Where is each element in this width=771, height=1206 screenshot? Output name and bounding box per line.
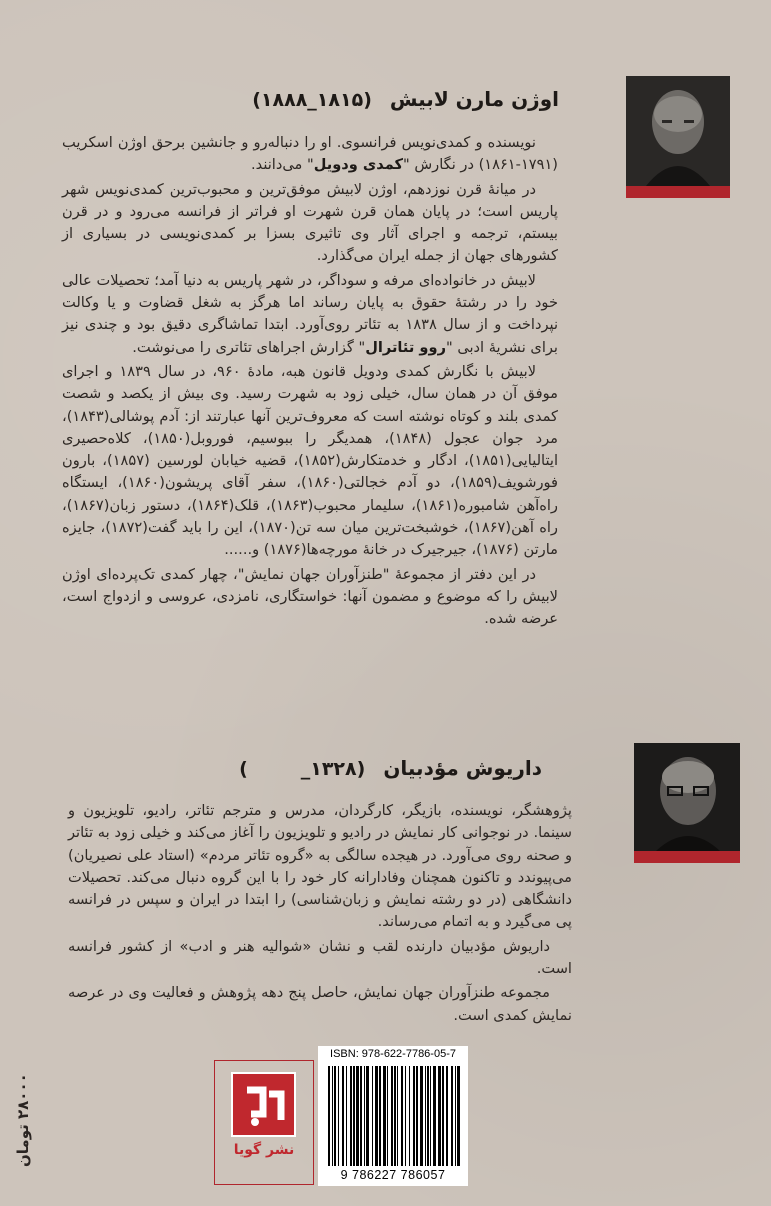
barcode-bar: [430, 1066, 431, 1166]
barcode-bar: [366, 1066, 369, 1166]
barcode-bar: [360, 1066, 362, 1166]
author2-paragraph: پژوهشگر، نویسنده، بازیگر، کارگردان، مدرس و مترجم تئاتر، رادیو، تلویزیون و سینما. در نوجوانی کار نمایش در رادیو و تلویزیون را آغاز می‌کند و خیلی زود به تئاتر و صحنه روی می‌آورد. در هیجده سالگی به «گروه تئاتر مردم» (استاد علی نصیریان) می‌پیوندد و تاکنون همچنان وفادارانه کار خود را با این گروه دنبال می‌کند. تحصیلات دانشگاهی (در دو رشته نمایش و زبان‌شناسی) را ابتدا در ایران و سپس در فرانسه پی می‌گیرد و به اتمام می‌رساند.: [68, 802, 572, 931]
barcode-bar: [334, 1066, 336, 1166]
barcode-bar: [409, 1066, 410, 1166]
barcode-bar: [457, 1066, 460, 1166]
barcode: [318, 1046, 468, 1186]
author1-bio: [62, 132, 558, 631]
barcode-bar: [405, 1066, 406, 1166]
barcode-bar: [342, 1066, 344, 1166]
barcode-bar: [433, 1066, 436, 1166]
barcode-bar: [416, 1066, 418, 1166]
barcode-bar: [455, 1066, 456, 1166]
barcode-bar: [397, 1066, 398, 1166]
barcode-bar: [379, 1066, 381, 1166]
author1-paragraph: لابیش در خانواده‌ای مرفه و سوداگر، در شهر پاریس به دنیا آمد؛ تحصیلات عالی خود را در رشتهٔ حقوق به پایان رساند اما هرگز به شغل قضاوت و یا وکالت نپرداخت و از سال ۱۸۳۸ به تئاتر روی‌آورد. ابتدا تماشاگری دقیق بود و چندی نیز برای نشریهٔ ادبی "روو تئاترال" گزارش اجراهای تئاتری را می‌نوشت.: [62, 271, 558, 356]
barcode-bar: [372, 1066, 373, 1166]
barcode-bar: [375, 1066, 378, 1166]
barcode-bar: [332, 1066, 333, 1166]
author2-photo: [634, 743, 740, 863]
author1-paragraph: در میانهٔ قرن نوزدهم، اوژن لابیش موفق‌ترین و محبوب‌ترین کمدی‌نویس شهر پاریس است؛ در پایان همان قرن شهرت او فراتر از فرانسه می‌رود و در قرن بیستم، ترجمه و اجرای آثار وی تاثیری بسزا بر کمدی‌نویسی در بسیاری از کشورهای جهان از جمله ایران می‌گذارد.: [62, 180, 558, 265]
barcode-bar: [413, 1066, 415, 1166]
barcode-bar: [427, 1066, 429, 1166]
portrait-image: [626, 76, 730, 186]
author1-heading: [252, 87, 559, 111]
barcode-bar: [338, 1066, 339, 1166]
barcode-bar: [353, 1066, 355, 1166]
author1-paragraph: در این دفتر از مجموعهٔ "طنزآوران جهان نمایش"، چهار کمدی تک‌پرده‌ای اوژن لابیش را که موضوع و مضمون آنها: خواستگاری، نامزدی، عروسی و ازدواج است، عرضه شده.: [62, 565, 558, 628]
publisher-logo-icon: [231, 1072, 296, 1137]
author2-dates: (۱۳۲۸_ ): [239, 758, 366, 780]
author1-paragraph: نویسنده و کمدی‌نویس فرانسوی. او را دنباله‌رو و جانشین برحق اوژن اسکریب (۱۷۹۱-۱۸۶۱) در نگارش "کمدی ودویل" می‌دانند.: [62, 134, 558, 174]
publisher-name: نشر گویا: [233, 1142, 295, 1158]
portrait-image: [634, 743, 740, 851]
barcode-bar: [346, 1066, 347, 1166]
author1-photo: [626, 76, 730, 198]
barcode-bar: [438, 1066, 441, 1166]
barcode-bar: [446, 1066, 448, 1166]
price-label: ۲۸۰۰۰ تومان: [14, 1073, 32, 1167]
author1-paragraph: لابیش با نگارش کمدی ودویل قانون هبه، مادهٔ ۹۶۰، در سال ۱۸۳۹ و اجرای موفق آن در همان سال، خیلی زود به شهرت رسید. وی بیش از یکصد و شصت کمدی بلند و کوتاه نوشته است که معروف‌ترین آنها عبارتند از: آدم پوشالی(۱۸۴۳)، مرد جوان عجول (۱۸۴۸)، همدیگر را ببوسیم، فوروبل(۱۸۵۰)، کلاه‌حصیری ایتالیایی(۱۸۵۱)، ادگار و خدمتکارش(۱۸۵۲)، قضیه خیابان لورسین (۱۸۵۷)، بارون فورشویف(۱۸۵۹)، دو آدم خجالتی(۱۸۶۰)، سفر آقای پریشون(۱۸۶۰)، ایستگاه راه‌آهن شامبوره(۱۸۶۱)، سلیمار محبوب(۱۸۶۳)، قلک(۱۸۶۴)، دستور زبان(۱۸۶۷)، راه آهن(۱۸۶۷)، خوشبخت‌ترین میان سه تن(۱۸۷۰)، این را باید گفت(۱۸۷۲)، جایزه مارتن (۱۸۷۶)، جیرجیرک در خانهٔ مورچه‌ها(۱۸۷۶) و......: [62, 362, 559, 559]
isbn-digits: 9 786227 786057: [340, 1168, 446, 1182]
barcode-bar: [425, 1066, 426, 1166]
barcode-bar: [387, 1066, 388, 1166]
photo-red-bar: [626, 186, 730, 198]
author2-heading: [239, 756, 542, 780]
emphasized-title: کمدی ودویل: [313, 156, 403, 174]
author2-name: داریوش مؤدبیان: [383, 756, 542, 780]
author2-paragraph: داریوش مؤدبیان دارنده لقب و نشان «شوالیه هنر و ادب» از کشور فرانسه است.: [68, 937, 572, 978]
barcode-bar: [401, 1066, 403, 1166]
barcode-bar: [356, 1066, 359, 1166]
barcode-bar: [350, 1066, 352, 1166]
barcode-bar: [328, 1066, 330, 1166]
barcode-bar: [394, 1066, 396, 1166]
barcode-bar: [442, 1066, 444, 1166]
barcode-bar: [364, 1066, 365, 1166]
photo-red-bar: [634, 851, 740, 863]
barcode-bar: [391, 1066, 393, 1166]
barcode-bar: [451, 1066, 453, 1166]
isbn-label: ISBN: 978-622-7786-05-7: [330, 1048, 456, 1060]
author1-dates: (۱۸۱۵_۱۸۸۸): [252, 89, 372, 111]
author1-name: اوژن مارن لابیش: [389, 87, 559, 111]
barcode-bars: [318, 1064, 468, 1168]
author2-paragraph: مجموعه طنزآوران جهان نمایش، حاصل پنج دهه پژوهش و فعالیت وی در عرصه نمایش کمدی است.: [68, 984, 572, 1024]
emphasized-title: روو تئاترال: [365, 338, 446, 356]
publisher-mark-icon: [233, 1074, 294, 1135]
author2-bio: [68, 800, 572, 1027]
barcode-bar: [383, 1066, 386, 1166]
barcode-bar: [420, 1066, 423, 1166]
